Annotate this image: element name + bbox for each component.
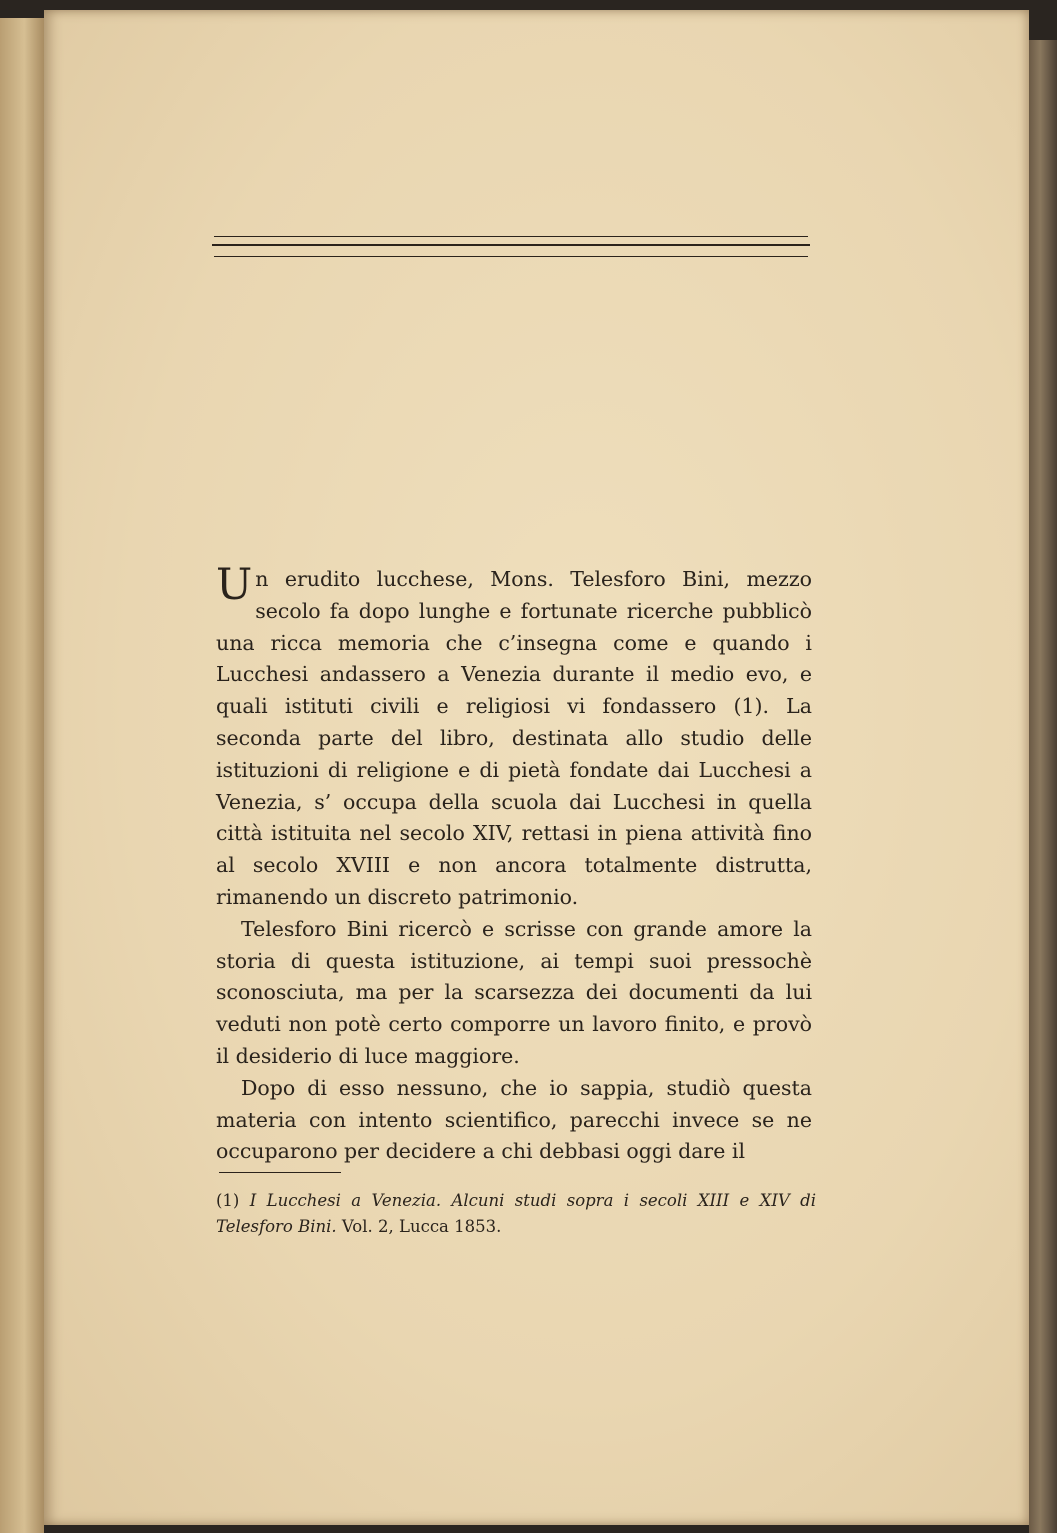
- paragraph-3: Dopo di esso nessuno, che io sappia, studiò questa materia con intento scientifico, parecchi invece se ne occuparono per decidere a chi debbasi oggi dare il: [216, 1075, 812, 1164]
- footnote-marker: (1): [216, 1191, 240, 1210]
- main-text: [216, 560, 812, 1168]
- paragraph-1: [216, 560, 812, 914]
- footnote-title: I Lucchesi a Venezia. Alcuni studi sopra i secoli XIII e XIV di Telesforo Bini.: [216, 1191, 816, 1236]
- facing-page-edge: [0, 18, 44, 1533]
- paragraph-2: Telesforo Bini ricercò e scrisse con grande amore la storia di questa istituzione, ai tempi suoi pressochè sconosciuta, ma per la scarsezza dei documenti da lui veduti non potè certo comporre un lavoro finito, e provò il desiderio di luce maggiore.: [216, 916, 812, 1068]
- footnote-publication: Vol. 2, Lucca 1853.: [341, 1217, 502, 1236]
- page-edge-strip: [1029, 40, 1057, 1533]
- header-rule-thin-bottom: [214, 256, 808, 257]
- footnote: [216, 1188, 816, 1240]
- header-rule-thick: [212, 244, 810, 246]
- footnote-rule: [219, 1172, 341, 1173]
- drop-cap: U: [216, 560, 253, 610]
- header-rule-thin-top: [214, 236, 808, 237]
- paragraph-1-text: n erudito lucchese, Mons. Telesforo Bini, mezzo secolo fa dopo lunghe e fortunate ricerche pubblicò una ricca memoria che c’insegna come e quando i Lucchesi andassero a Venezia durante il medio evo, e quali istituti civili e religiosi vi fondassero (1). La seconda parte del libro, destinata allo studio delle istituzioni di religione e di pietà fondate dai Lucchesi a Venezia, s’ occupa della scuola dai Lucchesi in quella città istituita nel secolo XIV, rettasi in piena attività fino al secolo XVIII e non ancora totalmente distrutta, rimanendo un discreto patrimonio.: [216, 567, 812, 909]
